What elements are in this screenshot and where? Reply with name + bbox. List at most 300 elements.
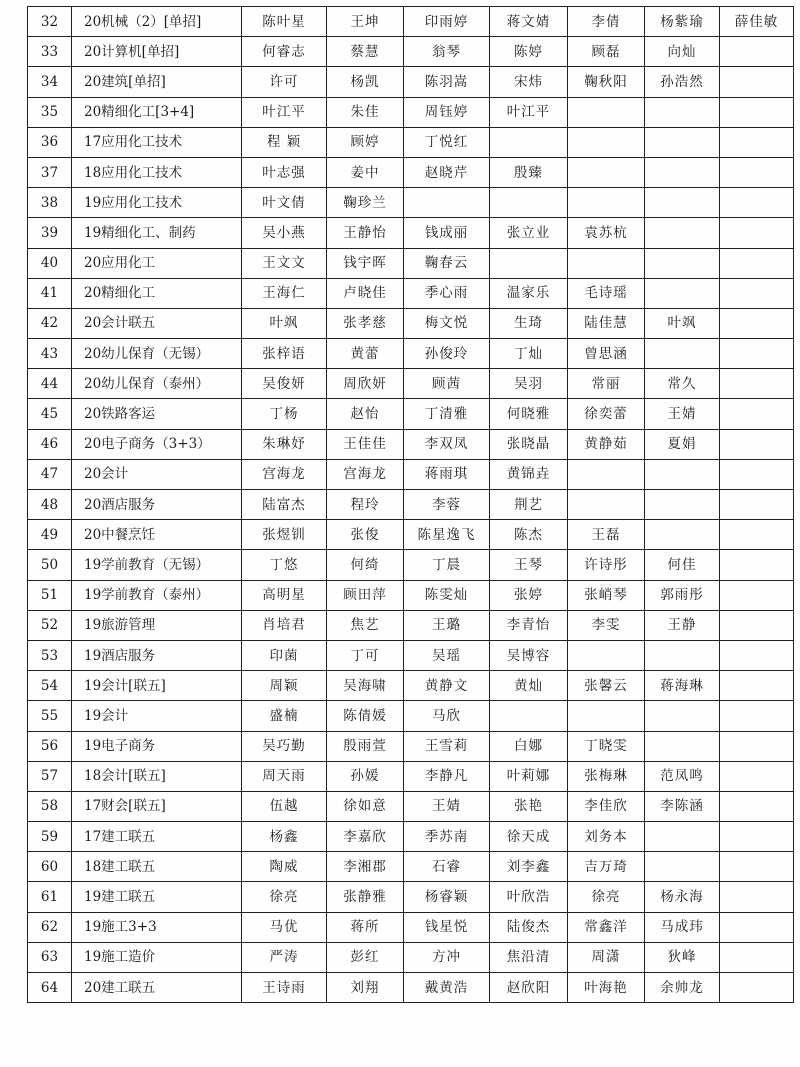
class-name: 19学前教育（泰州）	[72, 580, 242, 610]
student-name: 程 颖	[242, 127, 327, 157]
student-name: 周颖	[242, 671, 327, 701]
student-name: 朱佳	[327, 97, 404, 127]
student-name	[720, 490, 794, 520]
student-name	[720, 429, 794, 459]
student-name	[720, 550, 794, 580]
student-name: 彭红	[327, 942, 404, 972]
table-row	[28, 610, 794, 640]
student-name	[720, 248, 794, 278]
student-name: 严涛	[242, 942, 327, 972]
table-row	[28, 882, 794, 912]
row-number: 37	[28, 157, 72, 187]
class-name: 20电子商务（3+3）	[72, 429, 242, 459]
class-name: 19电子商务	[72, 731, 242, 761]
student-name: 宋炜	[490, 67, 568, 97]
student-name: 周欣妍	[327, 369, 404, 399]
roster-body	[28, 7, 794, 1003]
class-name: 19酒店服务	[72, 640, 242, 670]
student-name: 印雨婷	[404, 7, 490, 37]
row-number: 51	[28, 580, 72, 610]
class-name: 20精细化工[3+4]	[72, 97, 242, 127]
table-row	[28, 912, 794, 942]
student-name: 陈婷	[490, 37, 568, 67]
student-name	[568, 701, 645, 731]
student-name: 张静雅	[327, 882, 404, 912]
row-number: 32	[28, 7, 72, 37]
student-name: 张梅琳	[568, 761, 645, 791]
student-name: 王婧	[404, 791, 490, 821]
student-name: 陆富杰	[242, 490, 327, 520]
class-name: 19施工3+3	[72, 912, 242, 942]
student-name: 杨永海	[645, 882, 720, 912]
student-name: 王海仁	[242, 278, 327, 308]
student-name: 李湘郡	[327, 852, 404, 882]
table-row	[28, 278, 794, 308]
class-name: 20精细化工	[72, 278, 242, 308]
row-number: 38	[28, 188, 72, 218]
student-name: 马成玮	[645, 912, 720, 942]
student-name: 翁琴	[404, 37, 490, 67]
student-name	[645, 218, 720, 248]
table-row	[28, 369, 794, 399]
student-name: 王诗雨	[242, 973, 327, 1003]
student-name	[720, 127, 794, 157]
student-name	[720, 580, 794, 610]
student-name: 向灿	[645, 37, 720, 67]
roster-page	[27, 6, 793, 1003]
student-name: 鞠秋阳	[568, 67, 645, 97]
table-row	[28, 671, 794, 701]
student-name: 李静凡	[404, 761, 490, 791]
student-name: 薛佳敏	[720, 7, 794, 37]
student-name: 李嘉欣	[327, 822, 404, 852]
student-name	[490, 248, 568, 278]
class-name: 19会计[联五]	[72, 671, 242, 701]
class-name: 19施工造价	[72, 942, 242, 972]
student-name: 杨睿颖	[404, 882, 490, 912]
student-name: 钱成丽	[404, 218, 490, 248]
table-row	[28, 37, 794, 67]
row-number: 56	[28, 731, 72, 761]
student-name: 吴博容	[490, 640, 568, 670]
table-row	[28, 97, 794, 127]
student-name: 殷雨萱	[327, 731, 404, 761]
table-row	[28, 852, 794, 882]
student-name	[720, 973, 794, 1003]
student-name: 杨凯	[327, 67, 404, 97]
student-name: 戴黄浩	[404, 973, 490, 1003]
student-name	[720, 67, 794, 97]
student-name: 马欣	[404, 701, 490, 731]
student-name	[645, 459, 720, 489]
student-name: 张婷	[490, 580, 568, 610]
student-name: 卢晓佳	[327, 278, 404, 308]
student-name	[720, 459, 794, 489]
student-name: 吴俊妍	[242, 369, 327, 399]
student-name: 刘务本	[568, 822, 645, 852]
student-name: 丁晨	[404, 550, 490, 580]
student-name: 丁清雅	[404, 399, 490, 429]
table-row	[28, 188, 794, 218]
student-name	[568, 490, 645, 520]
student-name: 丁可	[327, 640, 404, 670]
student-name	[568, 127, 645, 157]
student-name: 丁悦红	[404, 127, 490, 157]
class-name: 17财会[联五]	[72, 791, 242, 821]
row-number: 61	[28, 882, 72, 912]
student-name	[645, 248, 720, 278]
student-name	[720, 157, 794, 187]
class-name: 19旅游管理	[72, 610, 242, 640]
row-number: 59	[28, 822, 72, 852]
student-name: 赵欣阳	[490, 973, 568, 1003]
student-name: 孙浩然	[645, 67, 720, 97]
student-name: 朱琳妤	[242, 429, 327, 459]
student-name: 狄峰	[645, 942, 720, 972]
row-number: 60	[28, 852, 72, 882]
student-name	[720, 852, 794, 882]
student-name	[645, 520, 720, 550]
student-name	[720, 37, 794, 67]
class-name: 19精细化工、制药	[72, 218, 242, 248]
student-name: 生琦	[490, 308, 568, 338]
row-number: 58	[28, 791, 72, 821]
table-row	[28, 973, 794, 1003]
student-name: 黄静文	[404, 671, 490, 701]
table-row	[28, 942, 794, 972]
table-row	[28, 791, 794, 821]
student-name: 王璐	[404, 610, 490, 640]
table-row	[28, 127, 794, 157]
student-name: 焦艺	[327, 610, 404, 640]
student-name: 叶海艳	[568, 973, 645, 1003]
student-name: 郭雨彤	[645, 580, 720, 610]
row-number: 53	[28, 640, 72, 670]
student-name: 李雯	[568, 610, 645, 640]
student-name: 张俊	[327, 520, 404, 550]
class-name: 19学前教育（无锡）	[72, 550, 242, 580]
student-name	[490, 701, 568, 731]
row-number: 52	[28, 610, 72, 640]
table-row	[28, 248, 794, 278]
student-name: 陆佳慧	[568, 308, 645, 338]
student-name	[568, 97, 645, 127]
student-name: 刘翔	[327, 973, 404, 1003]
student-name: 丁悠	[242, 550, 327, 580]
student-name: 许可	[242, 67, 327, 97]
student-name: 丁晓雯	[568, 731, 645, 761]
student-name: 蒋所	[327, 912, 404, 942]
student-name: 宫海龙	[327, 459, 404, 489]
student-name: 蒋雨琪	[404, 459, 490, 489]
student-name: 何佳	[645, 550, 720, 580]
student-name: 常久	[645, 369, 720, 399]
student-name: 顾磊	[568, 37, 645, 67]
student-name	[645, 701, 720, 731]
row-number: 49	[28, 520, 72, 550]
student-name	[720, 399, 794, 429]
student-name: 孙俊玲	[404, 339, 490, 369]
student-name: 丁灿	[490, 339, 568, 369]
row-number: 55	[28, 701, 72, 731]
student-name: 张煜钏	[242, 520, 327, 550]
row-number: 46	[28, 429, 72, 459]
row-number: 40	[28, 248, 72, 278]
row-number: 64	[28, 973, 72, 1003]
student-name: 季心雨	[404, 278, 490, 308]
student-name	[720, 731, 794, 761]
student-name: 张馨云	[568, 671, 645, 701]
student-name: 陈叶星	[242, 7, 327, 37]
row-number: 36	[28, 127, 72, 157]
table-row	[28, 339, 794, 369]
row-number: 48	[28, 490, 72, 520]
table-row	[28, 701, 794, 731]
student-name	[720, 610, 794, 640]
student-name	[720, 278, 794, 308]
class-name: 20酒店服务	[72, 490, 242, 520]
student-name: 毛诗瑶	[568, 278, 645, 308]
student-name	[645, 640, 720, 670]
student-name: 常丽	[568, 369, 645, 399]
row-number: 63	[28, 942, 72, 972]
student-name: 顾茜	[404, 369, 490, 399]
student-name: 赵怡	[327, 399, 404, 429]
student-name: 周潇	[568, 942, 645, 972]
row-number: 45	[28, 399, 72, 429]
student-name: 盛楠	[242, 701, 327, 731]
student-name	[568, 188, 645, 218]
student-name: 常鑫洋	[568, 912, 645, 942]
student-name: 马优	[242, 912, 327, 942]
student-name	[490, 188, 568, 218]
row-number: 44	[28, 369, 72, 399]
student-name: 焦沿清	[490, 942, 568, 972]
class-name: 20建筑[单招]	[72, 67, 242, 97]
student-name: 陈杰	[490, 520, 568, 550]
row-number: 43	[28, 339, 72, 369]
class-name: 20幼儿保育（泰州）	[72, 369, 242, 399]
student-name: 蔡慧	[327, 37, 404, 67]
student-name: 白娜	[490, 731, 568, 761]
student-name: 陈雯灿	[404, 580, 490, 610]
student-name: 陈倩媛	[327, 701, 404, 731]
student-name: 袁苏杭	[568, 218, 645, 248]
student-name	[568, 248, 645, 278]
student-name	[720, 912, 794, 942]
student-name: 王婧	[645, 399, 720, 429]
student-name: 李青怡	[490, 610, 568, 640]
student-name: 叶江平	[490, 97, 568, 127]
student-name: 陈羽嵩	[404, 67, 490, 97]
student-name	[720, 942, 794, 972]
student-name: 黄灿	[490, 671, 568, 701]
table-row	[28, 550, 794, 580]
student-name	[645, 490, 720, 520]
class-name: 18应用化工技术	[72, 157, 242, 187]
student-name	[720, 218, 794, 248]
student-name: 王琴	[490, 550, 568, 580]
student-name: 石睿	[404, 852, 490, 882]
student-name: 钱星悦	[404, 912, 490, 942]
class-name: 20中餐烹饪	[72, 520, 242, 550]
student-name	[645, 157, 720, 187]
student-name: 殷臻	[490, 157, 568, 187]
student-name: 叶志强	[242, 157, 327, 187]
student-name	[645, 127, 720, 157]
student-name: 吴瑶	[404, 640, 490, 670]
class-name: 19建工联五	[72, 882, 242, 912]
row-number: 50	[28, 550, 72, 580]
student-name: 蒋文婧	[490, 7, 568, 37]
student-name: 陈星逸飞	[404, 520, 490, 550]
student-name	[720, 822, 794, 852]
student-name: 温家乐	[490, 278, 568, 308]
table-row	[28, 640, 794, 670]
student-name: 李蓉	[404, 490, 490, 520]
table-row	[28, 399, 794, 429]
student-name	[720, 188, 794, 218]
student-name: 张立业	[490, 218, 568, 248]
student-name: 何晓雅	[490, 399, 568, 429]
student-name: 蒋海琳	[645, 671, 720, 701]
student-name: 王文文	[242, 248, 327, 278]
student-name	[568, 157, 645, 187]
student-name: 鞠珍兰	[327, 188, 404, 218]
student-name	[645, 731, 720, 761]
student-name: 陆俊杰	[490, 912, 568, 942]
student-name	[645, 188, 720, 218]
student-name: 李陈涵	[645, 791, 720, 821]
row-number: 34	[28, 67, 72, 97]
student-name: 荆艺	[490, 490, 568, 520]
student-name: 周钰婷	[404, 97, 490, 127]
student-name: 梅文悦	[404, 308, 490, 338]
class-name: 20建工联五	[72, 973, 242, 1003]
table-row	[28, 490, 794, 520]
student-name	[568, 640, 645, 670]
table-row	[28, 520, 794, 550]
student-name: 何绮	[327, 550, 404, 580]
table-row	[28, 580, 794, 610]
student-name: 印菌	[242, 640, 327, 670]
row-number: 57	[28, 761, 72, 791]
student-name: 方冲	[404, 942, 490, 972]
table-row	[28, 7, 794, 37]
table-row	[28, 308, 794, 338]
student-name	[645, 852, 720, 882]
row-number: 41	[28, 278, 72, 308]
class-name: 20应用化工	[72, 248, 242, 278]
student-name: 夏娟	[645, 429, 720, 459]
student-name	[720, 369, 794, 399]
student-name: 黄静茹	[568, 429, 645, 459]
student-name: 刘李鑫	[490, 852, 568, 882]
student-name: 李倩	[568, 7, 645, 37]
student-name	[490, 127, 568, 157]
student-name	[404, 188, 490, 218]
student-name: 何睿志	[242, 37, 327, 67]
student-name: 王坤	[327, 7, 404, 37]
student-name: 张孝慈	[327, 308, 404, 338]
student-name	[720, 761, 794, 791]
table-row	[28, 761, 794, 791]
student-name: 伍越	[242, 791, 327, 821]
student-name: 张梓语	[242, 339, 327, 369]
row-number: 35	[28, 97, 72, 127]
student-name: 吉万琦	[568, 852, 645, 882]
student-name	[720, 882, 794, 912]
student-name: 余帅龙	[645, 973, 720, 1003]
class-name: 20机械（2）[单招]	[72, 7, 242, 37]
student-name: 叶文倩	[242, 188, 327, 218]
table-row	[28, 822, 794, 852]
student-name: 吴小燕	[242, 218, 327, 248]
student-name: 叶江平	[242, 97, 327, 127]
class-name: 19会计	[72, 701, 242, 731]
class-name: 20铁路客运	[72, 399, 242, 429]
student-name: 叶飒	[242, 308, 327, 338]
student-name: 姜中	[327, 157, 404, 187]
class-name: 17应用化工技术	[72, 127, 242, 157]
student-name: 陶威	[242, 852, 327, 882]
student-name	[645, 278, 720, 308]
student-name: 张晓晶	[490, 429, 568, 459]
class-name: 19应用化工技术	[72, 188, 242, 218]
student-name: 鞠春云	[404, 248, 490, 278]
student-name: 黄锦垚	[490, 459, 568, 489]
student-name: 顾田萍	[327, 580, 404, 610]
student-name: 吴巧勤	[242, 731, 327, 761]
student-name: 王佳佳	[327, 429, 404, 459]
class-name: 20会计联五	[72, 308, 242, 338]
row-number: 47	[28, 459, 72, 489]
student-name: 钱宇晖	[327, 248, 404, 278]
student-name	[720, 791, 794, 821]
student-name: 肖培君	[242, 610, 327, 640]
student-name: 李双凤	[404, 429, 490, 459]
class-name: 17建工联五	[72, 822, 242, 852]
student-name: 叶飒	[645, 308, 720, 338]
class-name: 18建工联五	[72, 852, 242, 882]
student-name: 张艳	[490, 791, 568, 821]
student-name: 叶莉娜	[490, 761, 568, 791]
student-name	[720, 339, 794, 369]
table-row	[28, 731, 794, 761]
class-name: 18会计[联五]	[72, 761, 242, 791]
student-name: 程玲	[327, 490, 404, 520]
student-name: 范凤鸣	[645, 761, 720, 791]
student-name: 吴羽	[490, 369, 568, 399]
student-name	[720, 520, 794, 550]
student-name	[720, 97, 794, 127]
student-name	[720, 640, 794, 670]
student-name: 季苏南	[404, 822, 490, 852]
student-name	[568, 459, 645, 489]
student-name: 李佳欣	[568, 791, 645, 821]
class-name: 20幼儿保育（无锡）	[72, 339, 242, 369]
row-number: 33	[28, 37, 72, 67]
student-name: 徐如意	[327, 791, 404, 821]
student-name: 黄蕾	[327, 339, 404, 369]
student-name: 徐奕蕾	[568, 399, 645, 429]
student-name	[720, 308, 794, 338]
student-name	[645, 822, 720, 852]
student-name: 王静	[645, 610, 720, 640]
student-name: 丁杨	[242, 399, 327, 429]
student-name: 徐亮	[242, 882, 327, 912]
student-name: 张峭琴	[568, 580, 645, 610]
